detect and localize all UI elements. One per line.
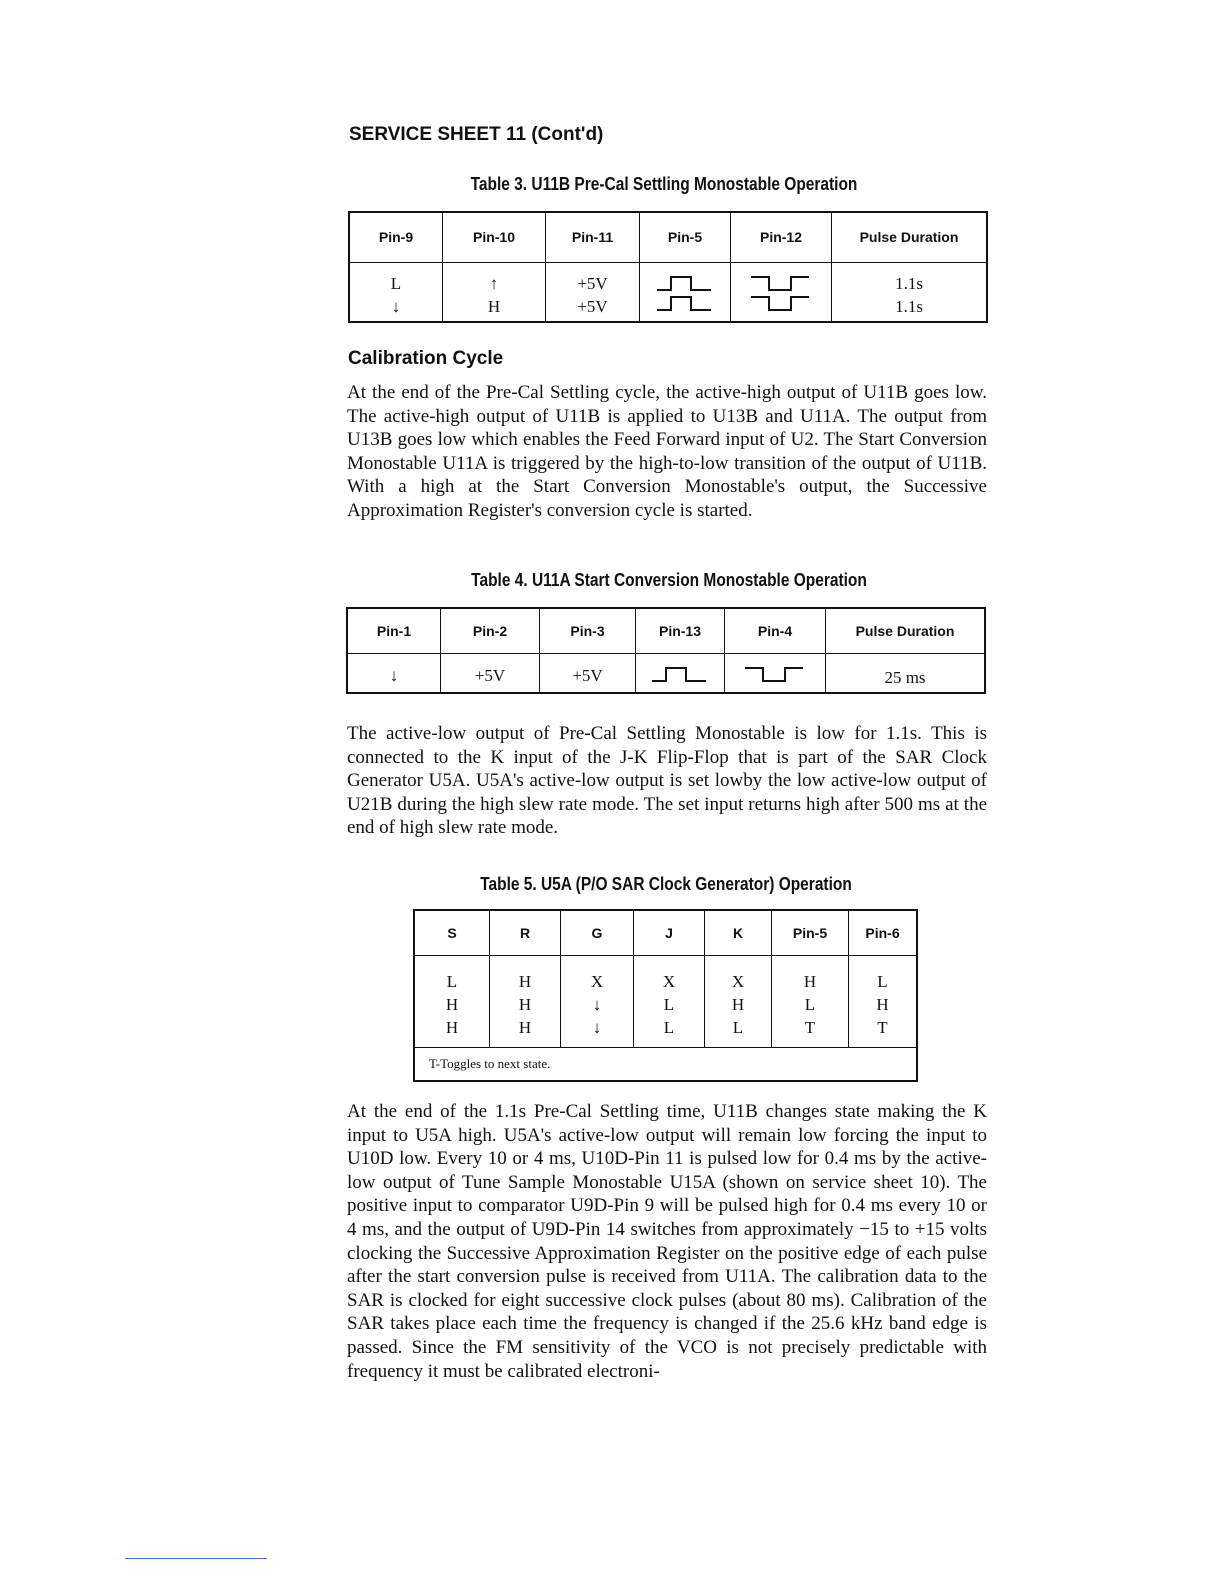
cell-value: L	[390, 273, 402, 293]
scan-artifact-line	[125, 1558, 267, 1559]
table4-cell: +5V	[540, 653, 636, 693]
cell-value: +5V	[577, 273, 608, 293]
negative-pulse-icon	[749, 273, 813, 293]
body-paragraph: At the end of the Pre-Cal Settling cycle, the active-high output of U11B goes low. The active-high output of U11B is applied to U13B and U11A. The output from U13B goes low which enables the Feed Forward input of U2. The Start Conversion Monostable U11A is triggered by the high-to-low transition of the output of U11B. With a high at the Start Conversion Monostable's output, the Successive Approximation Register's conversion cycle is started.	[347, 382, 987, 521]
table3-header: Pin-11	[546, 212, 640, 262]
cell-value: H	[487, 296, 501, 316]
cell-value: L	[877, 971, 888, 991]
table3-cell	[832, 262, 988, 322]
table5-cell	[490, 955, 561, 1047]
cell-value: T	[877, 1017, 888, 1037]
table5-cell	[414, 955, 490, 1047]
table4-cell	[725, 653, 826, 693]
table5-footnote: T-Toggles to next state.	[414, 1047, 917, 1081]
table4-header: Pin-2	[441, 608, 540, 653]
table5-cell	[705, 955, 772, 1047]
table3-header: Pin-10	[443, 212, 546, 262]
cell-value: ↓	[592, 994, 602, 1014]
negative-pulse-icon	[743, 664, 807, 684]
cell-value: 1.1s	[895, 273, 923, 293]
table5-header: R	[490, 910, 561, 955]
table3-header: Pin-12	[731, 212, 832, 262]
cell-value: ↓	[592, 1017, 602, 1037]
section-heading: Calibration Cycle	[348, 348, 504, 369]
table3-cell	[731, 262, 832, 322]
table5-header: G	[561, 910, 634, 955]
table5-cell	[772, 955, 849, 1047]
page-title: SERVICE SHEET 11 (Cont'd)	[349, 124, 604, 145]
table4	[346, 607, 986, 694]
cell-value: H	[445, 1017, 459, 1037]
cell-value: +5V	[577, 296, 608, 316]
cell-value: X	[662, 971, 676, 991]
table5	[413, 909, 918, 1082]
cell-value: H	[518, 1017, 532, 1037]
positive-pulse-icon	[655, 273, 715, 293]
table-row	[414, 955, 917, 1047]
positive-pulse-icon	[655, 293, 715, 313]
cell-value: L	[663, 994, 675, 1014]
table4-cell: 25 ms	[826, 653, 986, 693]
cell-value: L	[804, 994, 816, 1014]
table3-header: Pulse Duration	[832, 212, 988, 262]
positive-pulse-icon	[650, 664, 710, 684]
table4-header: Pulse Duration	[826, 608, 986, 653]
table5-header: S	[414, 910, 490, 955]
table5-header: K	[705, 910, 772, 955]
body-paragraph: At the end of the 1.1s Pre-Cal Settling time, U11B changes state making the K input to U5A high. U5A's active-low output will remain low forcing the input to U10D low. Every 10 or 4 ms, U10D-Pin 11 is pulsed low for 0.4 ms by the active-low output of Tune Sample Monostable U15A (shown on service sheet 10). The positive input to comparator U9D-Pin 9 will be pulsed high for 0.4 ms every 10 or 4 ms, and the output of U9D-Pin 14 switches from approximately −15 to +15 volts clocking the Successive Approximation Register on the positive edge of each pulse after the start conversion pulse is received from U11A. The calibration data to the SAR is clocked for eight successive clock pulses (about 80 ms). Calibration of the SAR takes place each time the frequency is changed if the 25.6 kHz band edge is passed. Since the FM sensitivity of the VCO is not precisely predictable with frequency it must be calibrated electroni-	[347, 1101, 987, 1382]
table4-caption: Table 4. U11A Start Conversion Monostable Operation	[471, 570, 867, 590]
table3-cell	[443, 262, 546, 322]
cell-value: H	[876, 994, 889, 1014]
cell-value: ↓	[391, 296, 401, 316]
table3-cell	[349, 262, 443, 322]
cell-value: ↑	[489, 273, 499, 293]
table5-header: Pin-5	[772, 910, 849, 955]
table3-cell	[546, 262, 640, 322]
cell-value: 1.1s	[895, 296, 923, 316]
table4-cell	[636, 653, 725, 693]
table3	[348, 211, 988, 323]
negative-pulse-icon	[749, 293, 813, 313]
cell-value: L	[663, 1017, 675, 1037]
cell-value: L	[446, 971, 458, 991]
cell-value: H	[803, 971, 817, 991]
table5-cell	[561, 955, 634, 1047]
cell-value: H	[445, 994, 459, 1014]
body-paragraph: The active-low output of Pre-Cal Settling Monostable is low for 1.1s. This is connected to the K input of the J-K Flip-Flop that is part of the SAR Clock Generator U5A. U5A's active-low output is set lowby the low active-low output of U21B during the high slew rate mode. The set input returns high after 500 ms at the end of high slew rate mode.	[347, 723, 987, 839]
table5-caption: Table 5. U5A (P/O SAR Clock Generator) Operation	[480, 874, 852, 894]
table5-header: Pin-6	[849, 910, 918, 955]
table5-cell	[849, 955, 918, 1047]
table3-caption: Table 3. U11B Pre-Cal Settling Monostable Operation	[470, 174, 858, 194]
cell-value: X	[731, 971, 745, 991]
table-row	[414, 1047, 917, 1081]
table4-header: Pin-4	[725, 608, 826, 653]
table-row	[347, 653, 985, 693]
table-row	[349, 262, 987, 322]
table3-cell	[640, 262, 731, 322]
table4-header: Pin-3	[540, 608, 636, 653]
cell-value: H	[518, 971, 532, 991]
table4-header: Pin-1	[347, 608, 441, 653]
table4-header: Pin-13	[636, 608, 725, 653]
cell-value: T	[804, 1017, 816, 1037]
cell-value: H	[731, 994, 745, 1014]
table5-header: J	[634, 910, 705, 955]
table3-header: Pin-9	[349, 212, 443, 262]
table5-cell	[634, 955, 705, 1047]
table3-header: Pin-5	[640, 212, 731, 262]
table4-cell: ↓	[347, 653, 441, 693]
cell-value: L	[732, 1017, 744, 1037]
table4-cell: +5V	[441, 653, 540, 693]
cell-value: H	[518, 994, 532, 1014]
cell-value: X	[590, 971, 604, 991]
